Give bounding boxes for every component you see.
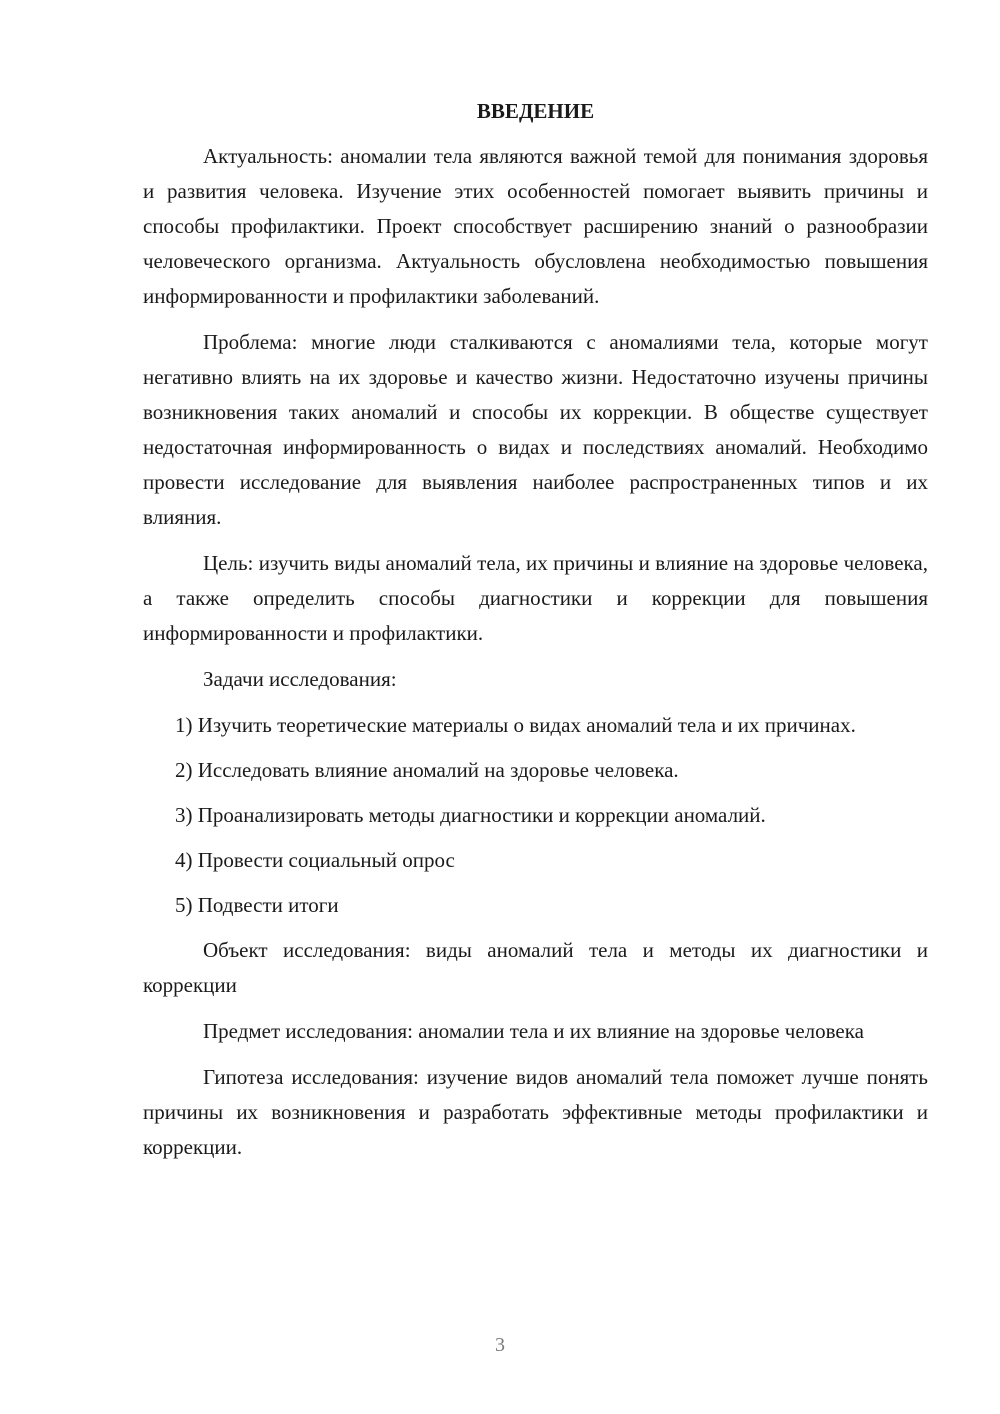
tasks-list bbox=[143, 708, 928, 923]
object-paragraph: Объект исследования: виды аномалий тела и методы их диагностики и коррекции bbox=[143, 938, 928, 997]
list-item: 4) Провести социальный опрос bbox=[175, 848, 455, 872]
tasks-heading: Задачи исследования: bbox=[203, 667, 397, 691]
list-item: 3) Проанализировать методы диагностики и коррекции аномалий. bbox=[175, 803, 766, 827]
page-number: 3 bbox=[495, 1334, 505, 1356]
list-item: 1) Изучить теоретические материалы о видах аномалий тела и их причинах. bbox=[175, 713, 856, 737]
page-title: ВВЕДЕНИЕ bbox=[476, 99, 595, 123]
subject-paragraph: Предмет исследования: аномалии тела и их влияние на здоровье человека bbox=[203, 1019, 864, 1043]
goal-paragraph: Цель: изучить виды аномалий тела, их причины и влияние на здоровье человека, а также определить способы диагностики и коррекции для повышения информированности и профилактики. bbox=[143, 551, 928, 645]
list-item: 2) Исследовать влияние аномалий на здоровье человека. bbox=[175, 758, 679, 782]
document-page bbox=[143, 95, 928, 1176]
relevance-paragraph: Актуальность: аномалии тела являются важной темой для понимания здоровья и развития человека. Изучение этих особенностей помогает выявить причины и способы профилактики. Проект способствует расширению знаний о разнообразии человеческого организма. Актуальность обусловлена необходимостью повышения информированности и профилактики заболеваний. bbox=[143, 144, 928, 308]
problem-paragraph: Проблема: многие люди сталкиваются с аномалиями тела, которые могут негативно влиять на их здоровье и качество жизни. Недостаточно изучены причины возникновения таких аномалий и способы их коррекции. В обществе существует недостаточная информированность о видах и последствиях аномалий. Необходимо провести исследование для выявления наиболее распространенных типов и их влияния. bbox=[143, 330, 928, 529]
hypothesis-paragraph: Гипотеза исследования: изучение видов аномалий тела поможет лучше понять причины их возникновения и разработать эффективные методы профилактики и коррекции. bbox=[143, 1065, 928, 1159]
list-item: 5) Подвести итоги bbox=[175, 893, 339, 917]
